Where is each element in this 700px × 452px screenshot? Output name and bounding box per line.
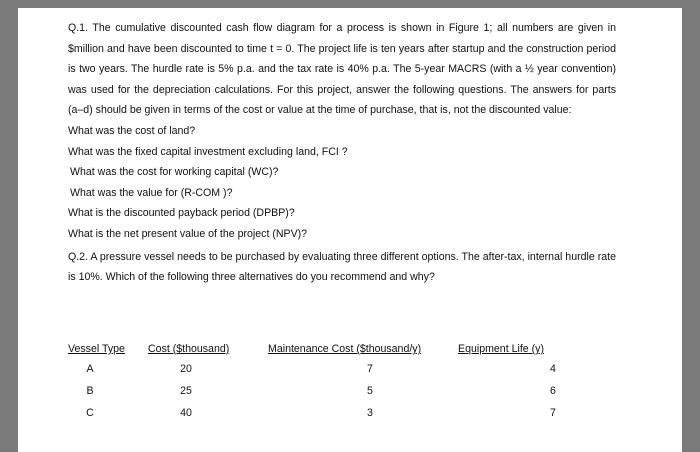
cell-vessel-type: C — [86, 407, 94, 419]
vessel-options-table — [68, 340, 588, 424]
table-row — [68, 358, 588, 380]
document-content — [68, 18, 616, 288]
photo-border-left — [0, 0, 18, 452]
q1-question-c: What was the cost for working capital (WC)? — [70, 166, 279, 179]
q1-question-b: What was the fixed capital investment excluding land, FCI ? — [68, 145, 348, 158]
table-row — [68, 402, 588, 424]
cell-life: 4 — [550, 363, 556, 375]
photo-border-top — [0, 0, 700, 8]
cell-vessel-type: A — [86, 363, 94, 375]
cell-cost: 40 — [180, 407, 192, 419]
photo-border-right — [682, 0, 700, 452]
q1-intro: Q.1. The cumulative discounted cash flow diagram for a process is shown in Figure 1; all numbers are given in $million and have been discounted to time t = 0. The project life is ten years after startup and the construction period is two years. The hurdle rate is 5% p.a. and the tax rate is 40% p.a. The 5-year MACRS (with a ½ year convention) was used for the depreciation calculations. For this project, answer the following questions. The answers for parts (a–d) should be given in terms of the cost or value at the time of purchase, that is, not the discounted value: — [68, 22, 616, 117]
q1-question-a: What was the cost of land? — [68, 124, 196, 137]
header-vessel-type: Vessel Type — [68, 343, 125, 355]
table-header-row — [68, 340, 588, 358]
cell-life: 6 — [550, 385, 556, 397]
cell-cost: 25 — [180, 385, 192, 397]
cell-maintenance: 7 — [367, 363, 373, 375]
q1-question-f: What is the net present value of the project (NPV)? — [68, 227, 308, 240]
cell-vessel-type: B — [86, 385, 94, 397]
cell-maintenance: 3 — [367, 407, 373, 419]
cell-cost: 20 — [180, 363, 192, 375]
table-row — [68, 380, 588, 402]
q1-question-d: What was the value for (R-COM )? — [70, 186, 233, 199]
cell-life: 7 — [550, 407, 556, 419]
header-equipment-life: Equipment Life (y) — [458, 343, 544, 355]
header-cost: Cost ($thousand) — [148, 343, 230, 355]
q2-intro: Q.2. A pressure vessel needs to be purchased by evaluating three different options. The after-tax, internal hurdle rate is 10%. Which of the following three alternatives do you recommend and why? — [68, 250, 616, 284]
header-maintenance-cost: Maintenance Cost ($thousand/y) — [268, 343, 422, 355]
q1-question-e: What is the discounted payback period (DPBP)? — [68, 207, 295, 220]
cell-maintenance: 5 — [367, 385, 373, 397]
